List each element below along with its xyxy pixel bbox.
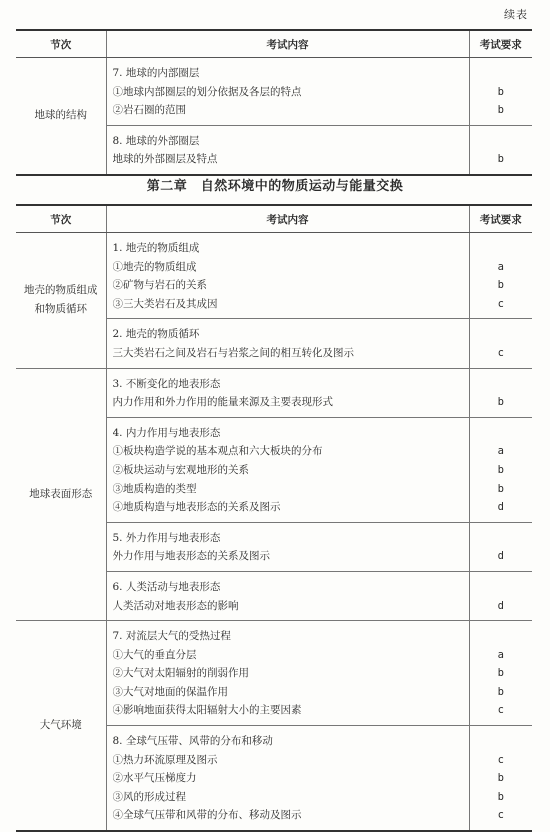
table-row <box>16 233 532 319</box>
requirement-cell <box>469 726 532 831</box>
requirement-level: b <box>497 279 504 292</box>
header-content: 考试内容 <box>106 205 469 233</box>
requirement-level: b <box>497 790 504 803</box>
content-cell <box>106 58 469 126</box>
content-cell <box>106 233 469 319</box>
exam-table-chapter1 <box>16 29 532 176</box>
header-section: 节次 <box>16 30 106 58</box>
header-requirement: 考试要求 <box>469 30 532 58</box>
requirement-cell <box>469 522 532 571</box>
requirement-level: b <box>497 772 504 785</box>
content-line: 3. 不断变化的地表形态 <box>112 377 221 390</box>
requirement-level: c <box>497 346 504 359</box>
section-cell: 地球的结构 <box>16 58 106 175</box>
content-cell <box>106 417 469 522</box>
table-header-row <box>16 205 532 233</box>
requirement-level: a <box>497 445 504 458</box>
table-row <box>16 368 532 417</box>
requirement-cell <box>469 368 532 417</box>
requirement-level <box>470 578 533 597</box>
requirement-level: c <box>497 809 504 822</box>
content-line: 外力作用与地表形态的关系及图示 <box>112 550 270 563</box>
requirement-cell <box>469 319 532 368</box>
content-cell <box>106 319 469 368</box>
content-cell <box>106 726 469 831</box>
requirement-level: d <box>497 550 504 563</box>
requirement-level: b <box>497 667 504 680</box>
content-line: 2. 地壳的物质循环 <box>112 328 200 341</box>
requirement-level <box>470 325 533 344</box>
requirement-level: c <box>497 704 504 717</box>
requirement-level <box>470 732 533 751</box>
table-header-row <box>16 30 532 58</box>
requirement-level: b <box>497 685 504 698</box>
content-line: 内力作用和外力作用的能量来源及主要表现形式 <box>112 396 333 409</box>
content-line: ③大气对地面的保温作用 <box>112 685 228 698</box>
requirement-level: b <box>497 396 504 409</box>
requirement-level <box>470 424 533 443</box>
content-cell <box>106 571 469 620</box>
requirement-level: c <box>497 753 504 766</box>
content-line: 8. 全球气压带、风带的分布和移动 <box>112 735 273 748</box>
content-cell <box>106 522 469 571</box>
content-line: 1. 地壳的物质组成 <box>112 242 200 254</box>
content-line: 6. 人类活动与地表形态 <box>112 580 221 593</box>
content-cell <box>106 368 469 417</box>
header-section: 节次 <box>16 205 106 233</box>
content-line: 人类活动对地表形态的影响 <box>112 599 239 612</box>
requirement-level: c <box>497 297 504 310</box>
content-line: ②水平气压梯度力 <box>112 772 197 785</box>
requirement-level: d <box>497 599 504 612</box>
chapter-title: 第二章 自然环境中的物质运动与能量交换 <box>146 179 404 194</box>
content-line: ③地质构造的类型 <box>112 482 197 495</box>
content-cell <box>106 621 469 726</box>
requirement-level: b <box>497 482 504 495</box>
header-requirement: 考试要求 <box>469 205 532 233</box>
table-row <box>16 621 532 726</box>
content-line: ③风的形成过程 <box>112 790 186 803</box>
requirement-cell <box>469 417 532 522</box>
requirement-level <box>470 64 533 83</box>
content-line: 5. 外力作用与地表形态 <box>112 531 221 544</box>
requirement-level <box>470 132 533 151</box>
requirement-cell <box>469 571 532 620</box>
continued-label: 续表 <box>504 8 528 21</box>
content-line: 7. 地球的内部圈层 <box>112 67 200 79</box>
requirement-level <box>470 627 533 646</box>
requirement-level: a <box>497 260 504 273</box>
content-line: 三大类岩石之间及岩石与岩浆之间的相互转化及图示 <box>112 346 354 359</box>
content-line: ①大气的垂直分层 <box>112 648 197 661</box>
content-line: ④地质构造与地表形态的关系及图示 <box>112 501 281 514</box>
requirement-cell <box>469 58 532 126</box>
content-cell <box>106 125 469 175</box>
content-line: ①热力环流原理及图示 <box>112 753 218 766</box>
content-line: ②板块运动与宏观地形的关系 <box>112 463 249 476</box>
content-line: ①地壳的物质组成 <box>112 260 197 273</box>
section-cell: 地球表面形态 <box>16 368 106 621</box>
table-row <box>16 58 532 126</box>
section-cell: 地壳的物质组成和物质循环 <box>16 233 106 369</box>
content-line: ②矿物与岩石的关系 <box>112 279 207 292</box>
requirement-level <box>470 529 533 548</box>
section-cell: 大气环境 <box>16 621 106 831</box>
requirement-level: b <box>497 85 504 98</box>
exam-table-chapter2 <box>16 204 532 832</box>
content-line: 地球的外部圈层及特点 <box>112 153 218 166</box>
content-line: 8. 地球的外部圈层 <box>112 134 200 147</box>
content-line: ①板块构造学说的基本观点和六大板块的分布 <box>112 445 323 458</box>
content-line: ④影响地面获得太阳辐射大小的主要因素 <box>112 704 302 717</box>
content-line: ③三大类岩石及其成因 <box>112 297 218 310</box>
content-line: ④全球气压带和风带的分布、移动及图示 <box>112 809 302 822</box>
requirement-level: b <box>497 104 504 117</box>
requirement-level <box>470 239 533 258</box>
content-line: ②大气对太阳辐射的削弱作用 <box>112 667 249 680</box>
content-line: 7. 对流层大气的受热过程 <box>112 630 231 643</box>
content-line: 4. 内力作用与地表形态 <box>112 426 221 439</box>
requirement-cell <box>469 233 532 319</box>
requirement-level: b <box>497 463 504 476</box>
requirement-level: a <box>497 648 504 661</box>
requirement-level: d <box>497 501 504 514</box>
requirement-level <box>470 375 533 394</box>
content-line: ①地球内部圈层的划分依据及各层的特点 <box>112 85 302 98</box>
content-line: ②岩石圈的范围 <box>112 104 186 117</box>
requirement-cell <box>469 621 532 726</box>
requirement-cell <box>469 125 532 175</box>
requirement-level: b <box>497 153 504 166</box>
header-content: 考试内容 <box>106 30 469 58</box>
